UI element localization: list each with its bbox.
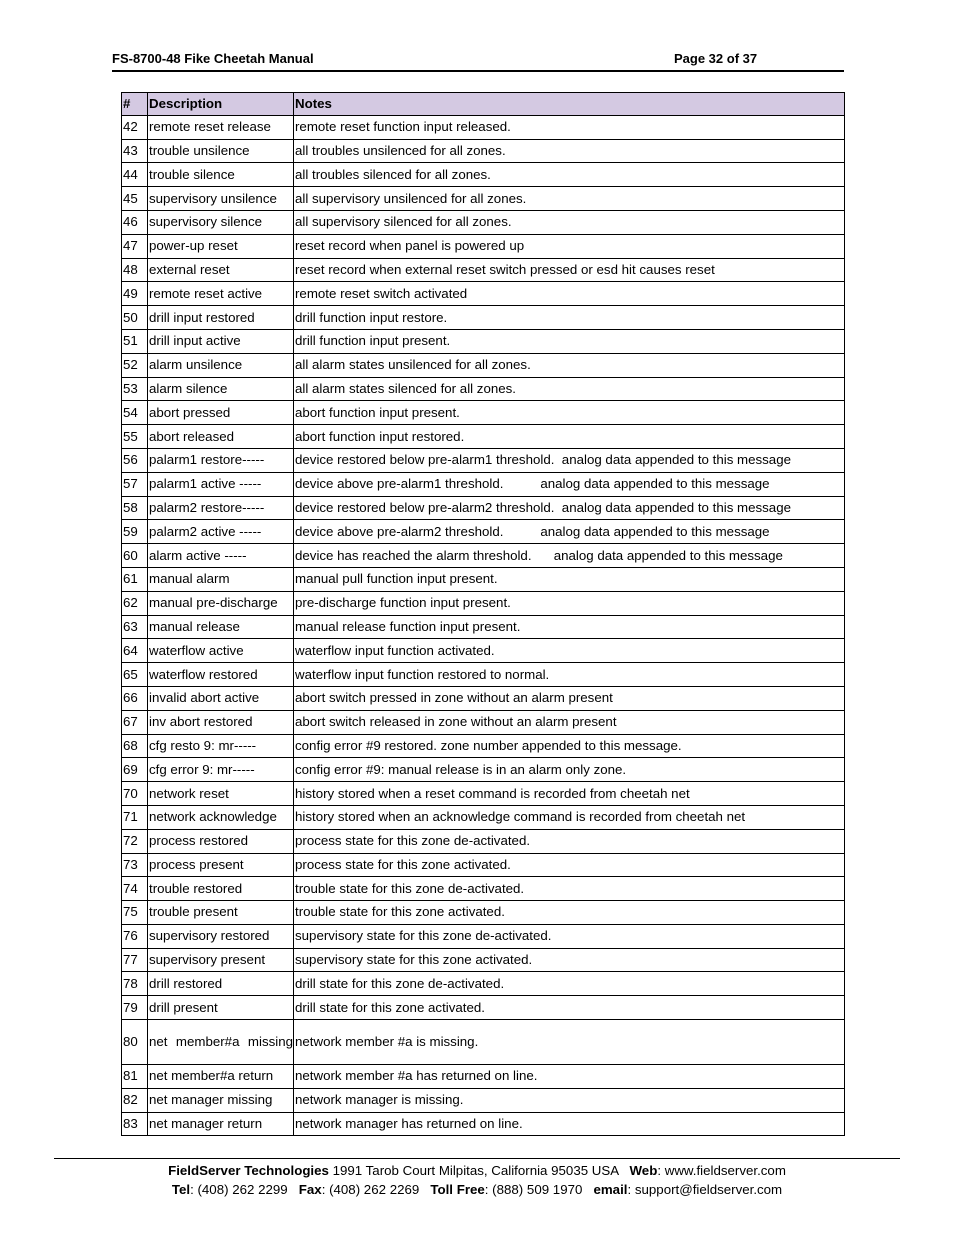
table-row [122, 1112, 845, 1136]
row-description: waterflow restored [148, 663, 294, 687]
row-number: 45 [122, 187, 148, 211]
footer-email-label: email [593, 1182, 628, 1197]
row-description: network reset [148, 782, 294, 806]
row-description: inv abort restored [148, 710, 294, 734]
row-number: 78 [122, 972, 148, 996]
row-description: trouble silence [148, 163, 294, 187]
row-notes: all supervisory unsilenced for all zones. [294, 187, 845, 211]
row-description: drill input restored [148, 306, 294, 330]
table-row [122, 115, 845, 139]
column-header-number: # [122, 93, 148, 116]
footer-web-label: Web [629, 1163, 658, 1178]
row-notes: process state for this zone de-activated. [294, 829, 845, 853]
row-description: external reset [148, 258, 294, 282]
row-notes: abort switch pressed in zone without an alarm present [294, 686, 845, 710]
row-number: 66 [122, 686, 148, 710]
row-notes: network member #a is missing. [294, 1020, 845, 1065]
row-notes: abort function input restored. [294, 425, 845, 449]
row-notes: remote reset function input released. [294, 115, 845, 139]
table-row [122, 615, 845, 639]
table-row [122, 972, 845, 996]
row-description: net manager missing [148, 1088, 294, 1112]
row-notes: network member #a has returned on line. [294, 1065, 845, 1089]
row-notes: manual release function input present. [294, 615, 845, 639]
row-number: 73 [122, 853, 148, 877]
row-notes: config error #9: manual release is in an alarm only zone. [294, 758, 845, 782]
row-description: manual pre-discharge [148, 591, 294, 615]
row-number: 68 [122, 734, 148, 758]
row-description: cfg resto 9: mr----- [148, 734, 294, 758]
row-number: 83 [122, 1112, 148, 1136]
row-notes: all supervisory silenced for all zones. [294, 210, 845, 234]
table-row [122, 520, 845, 544]
row-number: 51 [122, 329, 148, 353]
row-description: trouble present [148, 901, 294, 925]
column-header-notes: Notes [294, 93, 845, 116]
row-notes: all troubles unsilenced for all zones. [294, 139, 845, 163]
row-number: 79 [122, 996, 148, 1020]
row-notes: abort function input present. [294, 401, 845, 425]
table-row [122, 163, 845, 187]
table-row [122, 139, 845, 163]
row-description: abort released [148, 425, 294, 449]
table-row [122, 829, 845, 853]
row-number: 59 [122, 520, 148, 544]
row-number: 60 [122, 544, 148, 568]
row-number: 42 [122, 115, 148, 139]
footer-line-2 [0, 1182, 954, 1197]
table-row [122, 1020, 845, 1065]
document-title: FS-8700-48 Fike Cheetah Manual [112, 51, 314, 66]
row-number: 61 [122, 567, 148, 591]
row-notes: history stored when a reset command is recorded from cheetah net [294, 782, 845, 806]
table-row [122, 663, 845, 687]
table-header-row [122, 93, 845, 116]
row-description: process present [148, 853, 294, 877]
row-notes: network manager is missing. [294, 1088, 845, 1112]
row-number: 76 [122, 924, 148, 948]
table-row [122, 353, 845, 377]
row-notes: manual pull function input present. [294, 567, 845, 591]
footer-tel-value: : (408) 262 2299 [190, 1182, 299, 1197]
row-notes: device above pre-alarm1 threshold. analog data appended to this message [294, 472, 845, 496]
row-number: 65 [122, 663, 148, 687]
row-number: 75 [122, 901, 148, 925]
row-number: 63 [122, 615, 148, 639]
row-notes: device restored below pre-alarm2 threshold. analog data appended to this message [294, 496, 845, 520]
row-description: manual alarm [148, 567, 294, 591]
table-row [122, 710, 845, 734]
row-number: 48 [122, 258, 148, 282]
row-notes: supervisory state for this zone de-activated. [294, 924, 845, 948]
row-description: supervisory silence [148, 210, 294, 234]
row-number: 70 [122, 782, 148, 806]
footer-tollfree-value: : (888) 509 1970 [484, 1182, 594, 1197]
row-notes: reset record when external reset switch pressed or esd hit causes reset [294, 258, 845, 282]
row-description: trouble restored [148, 877, 294, 901]
row-number: 64 [122, 639, 148, 663]
row-description: invalid abort active [148, 686, 294, 710]
table-row [122, 306, 845, 330]
row-number: 69 [122, 758, 148, 782]
row-number: 43 [122, 139, 148, 163]
table-row [122, 591, 845, 615]
table-row [122, 996, 845, 1020]
row-number: 52 [122, 353, 148, 377]
column-header-description: Description [148, 93, 294, 116]
table-row [122, 329, 845, 353]
row-description: drill present [148, 996, 294, 1020]
row-notes: abort switch released in zone without an alarm present [294, 710, 845, 734]
row-notes: all alarm states unsilenced for all zones. [294, 353, 845, 377]
row-number: 57 [122, 472, 148, 496]
row-notes: drill function input restore. [294, 306, 845, 330]
table-row [122, 448, 845, 472]
row-notes: process state for this zone activated. [294, 853, 845, 877]
table-row [122, 758, 845, 782]
row-notes: remote reset switch activated [294, 282, 845, 306]
table-row [122, 567, 845, 591]
row-notes: device restored below pre-alarm1 threshold. analog data appended to this message [294, 448, 845, 472]
row-number: 58 [122, 496, 148, 520]
row-description: palarm1 restore----- [148, 448, 294, 472]
table-row [122, 1065, 845, 1089]
row-number: 80 [122, 1020, 148, 1065]
row-notes: pre-discharge function input present. [294, 591, 845, 615]
row-number: 44 [122, 163, 148, 187]
row-notes: all alarm states silenced for all zones. [294, 377, 845, 401]
table-row [122, 924, 845, 948]
row-description: network acknowledge [148, 805, 294, 829]
table-row [122, 782, 845, 806]
footer-line-1 [0, 1163, 954, 1178]
row-description: drill input active [148, 329, 294, 353]
table-row [122, 544, 845, 568]
row-number: 47 [122, 234, 148, 258]
footer-email-link[interactable]: : support@fieldserver.com [627, 1182, 783, 1197]
row-number: 71 [122, 805, 148, 829]
footer-fax-label: Fax [298, 1182, 322, 1197]
table-row [122, 1088, 845, 1112]
row-notes: history stored when an acknowledge command is recorded from cheetah net [294, 805, 845, 829]
row-description: alarm silence [148, 377, 294, 401]
table-body [122, 115, 845, 1136]
row-notes: reset record when panel is powered up [294, 234, 845, 258]
row-number: 49 [122, 282, 148, 306]
row-description: supervisory unsilence [148, 187, 294, 211]
row-notes: supervisory state for this zone activated. [294, 948, 845, 972]
row-description: palarm2 restore----- [148, 496, 294, 520]
table-row [122, 853, 845, 877]
footer-tollfree-label: Toll Free [430, 1182, 485, 1197]
footer-fax-value: : (408) 262 2269 [321, 1182, 431, 1197]
row-notes: drill state for this zone activated. [294, 996, 845, 1020]
table-row [122, 877, 845, 901]
row-notes: drill state for this zone de-activated. [294, 972, 845, 996]
row-number: 74 [122, 877, 148, 901]
row-notes: config error #9 restored. zone number appended to this message. [294, 734, 845, 758]
table-row [122, 234, 845, 258]
row-description: abort pressed [148, 401, 294, 425]
row-notes: waterflow input function restored to normal. [294, 663, 845, 687]
table-row [122, 210, 845, 234]
row-notes: trouble state for this zone activated. [294, 901, 845, 925]
table-row [122, 425, 845, 449]
page-number: Page 32 of 37 [674, 51, 758, 66]
row-notes: waterflow input function activated. [294, 639, 845, 663]
row-description: process restored [148, 829, 294, 853]
table-row [122, 472, 845, 496]
row-description: remote reset release [148, 115, 294, 139]
footer-address: 1991 Tarob Court Milpitas, California 95035 USA [328, 1163, 630, 1178]
row-number: 81 [122, 1065, 148, 1089]
row-notes: trouble state for this zone de-activated. [294, 877, 845, 901]
footer-divider [54, 1158, 900, 1159]
row-notes: drill function input present. [294, 329, 845, 353]
table-row [122, 805, 845, 829]
footer-web-link[interactable]: : www.fieldserver.com [657, 1163, 786, 1178]
table-row [122, 377, 845, 401]
table-row [122, 901, 845, 925]
row-number: 54 [122, 401, 148, 425]
row-number: 50 [122, 306, 148, 330]
row-description: remote reset active [148, 282, 294, 306]
row-description: manual release [148, 615, 294, 639]
table-row [122, 496, 845, 520]
table-row [122, 734, 845, 758]
row-description: palarm2 active ----- [148, 520, 294, 544]
row-description: alarm active ----- [148, 544, 294, 568]
row-number: 77 [122, 948, 148, 972]
row-notes: all troubles silenced for all zones. [294, 163, 845, 187]
table-row [122, 187, 845, 211]
row-description: net member#a missing [148, 1020, 294, 1065]
row-number: 53 [122, 377, 148, 401]
row-description: supervisory present [148, 948, 294, 972]
row-number: 72 [122, 829, 148, 853]
row-description: alarm unsilence [148, 353, 294, 377]
table-row [122, 948, 845, 972]
table-row [122, 686, 845, 710]
event-table [121, 92, 845, 1136]
row-number: 62 [122, 591, 148, 615]
row-number: 56 [122, 448, 148, 472]
footer-company: FieldServer Technologies [168, 1163, 329, 1178]
page-header [112, 50, 844, 72]
row-number: 46 [122, 210, 148, 234]
row-number: 82 [122, 1088, 148, 1112]
row-notes: device has reached the alarm threshold. analog data appended to this message [294, 544, 845, 568]
row-description: net member#a return [148, 1065, 294, 1089]
row-description: trouble unsilence [148, 139, 294, 163]
row-number: 67 [122, 710, 148, 734]
footer-tel-label: Tel [171, 1182, 191, 1197]
table-row [122, 639, 845, 663]
table-row [122, 258, 845, 282]
row-notes: device above pre-alarm2 threshold. analog data appended to this message [294, 520, 845, 544]
row-number: 55 [122, 425, 148, 449]
row-description: waterflow active [148, 639, 294, 663]
table-row [122, 401, 845, 425]
row-description: power-up reset [148, 234, 294, 258]
row-notes: network manager has returned on line. [294, 1112, 845, 1136]
row-description: cfg error 9: mr----- [148, 758, 294, 782]
table-row [122, 282, 845, 306]
row-description: supervisory restored [148, 924, 294, 948]
row-description: net manager return [148, 1112, 294, 1136]
row-description: drill restored [148, 972, 294, 996]
row-description: palarm1 active ----- [148, 472, 294, 496]
